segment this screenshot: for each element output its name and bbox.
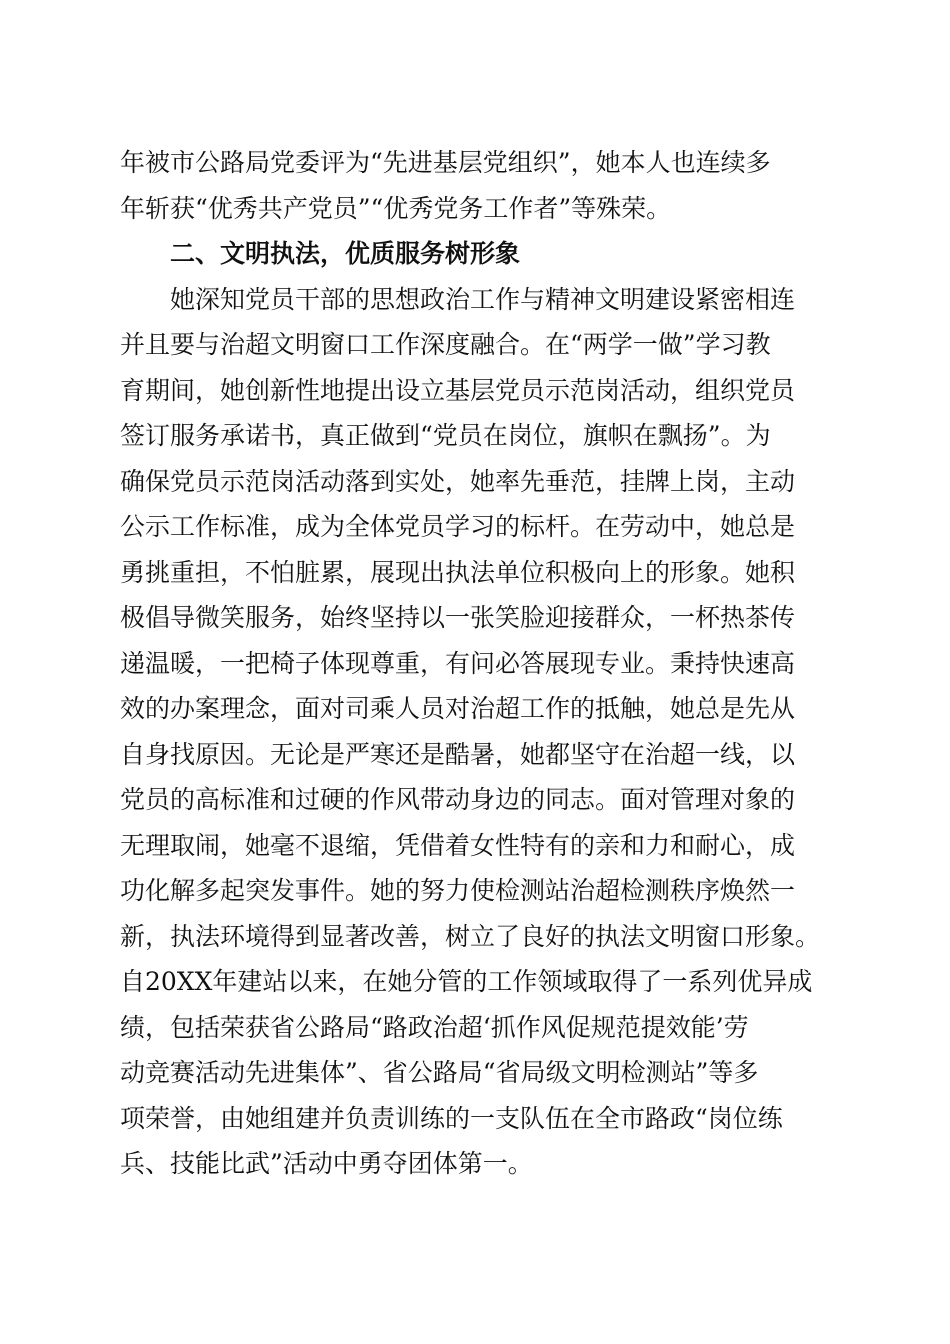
text-line: 功化解多起突发事件。她的努力使检测站治超检测秩序焕然一 xyxy=(120,876,796,905)
section-heading: 二、文明执法，优质服务树形象 xyxy=(170,239,521,268)
text-line: 动竞赛活动先进集体”、省公路局“省局级文明检测站”等多 xyxy=(120,1058,759,1087)
text-line: 年被市公路局党委评为“先进基层党组织”，她本人也连续多 xyxy=(120,148,771,177)
text-line: 育期间，她创新性地提出设立基层党员示范岗活动，组织党员 xyxy=(120,376,796,405)
text-line: 年斩获“优秀共产党员”“优秀党务工作者”等殊荣。 xyxy=(120,194,672,223)
text-line: 新，执法环境得到显著改善，树立了良好的执法文明窗口形象。 xyxy=(120,922,821,951)
text-line: 项荣誉，由她组建并负责训练的一支队伍在全市路政“岗位练 xyxy=(120,1104,783,1133)
text-line: 确保党员示范岗活动落到实处，她率先垂范，挂牌上岗，主动 xyxy=(120,467,796,496)
text-line: 她深知党员干部的思想政治工作与精神文明建设紧密相连 xyxy=(170,285,796,314)
text-line: 递温暖，一把椅子体现尊重，有问必答展现专业。秉持快速高 xyxy=(120,649,796,678)
text-line: 党员的高标准和过硬的作风带动身边的同志。面对管理对象的 xyxy=(120,785,796,814)
text-line: 勇挑重担，不怕脏累，展现出执法单位积极向上的形象。她积 xyxy=(120,558,796,587)
text-line: 自身找原因。无论是严寒还是酷暑，她都坚守在治超一线，以 xyxy=(120,740,796,769)
text-line: 自20XX年建站以来，在她分管的工作领域取得了一系列优异成 xyxy=(120,967,813,996)
text-line: 效的办案理念，面对司乘人员对治超工作的抵触，她总是先从 xyxy=(120,694,796,723)
text-line: 无理取闹，她毫不退缩，凭借着女性特有的亲和力和耐心，成 xyxy=(120,831,796,860)
text-line: 并且要与治超文明窗口工作深度融合。在“两学一做”学习教 xyxy=(120,330,771,359)
text-line: 公示工作标准，成为全体党员学习的标杆。在劳动中，她总是 xyxy=(120,512,796,541)
text-line: 绩，包括荣获省公路局“路政治超‘抓作风促规范提效能’劳 xyxy=(120,1013,749,1042)
text-line: 极倡导微笑服务，始终坚持以一张笑脸迎接群众，一杯热茶传 xyxy=(120,603,796,632)
text-line: 兵、技能比武”活动中勇夺团体第一。 xyxy=(120,1149,533,1178)
text-line: 签订服务承诺书，真正做到“党员在岗位，旗帜在飘扬”。为 xyxy=(120,421,771,450)
